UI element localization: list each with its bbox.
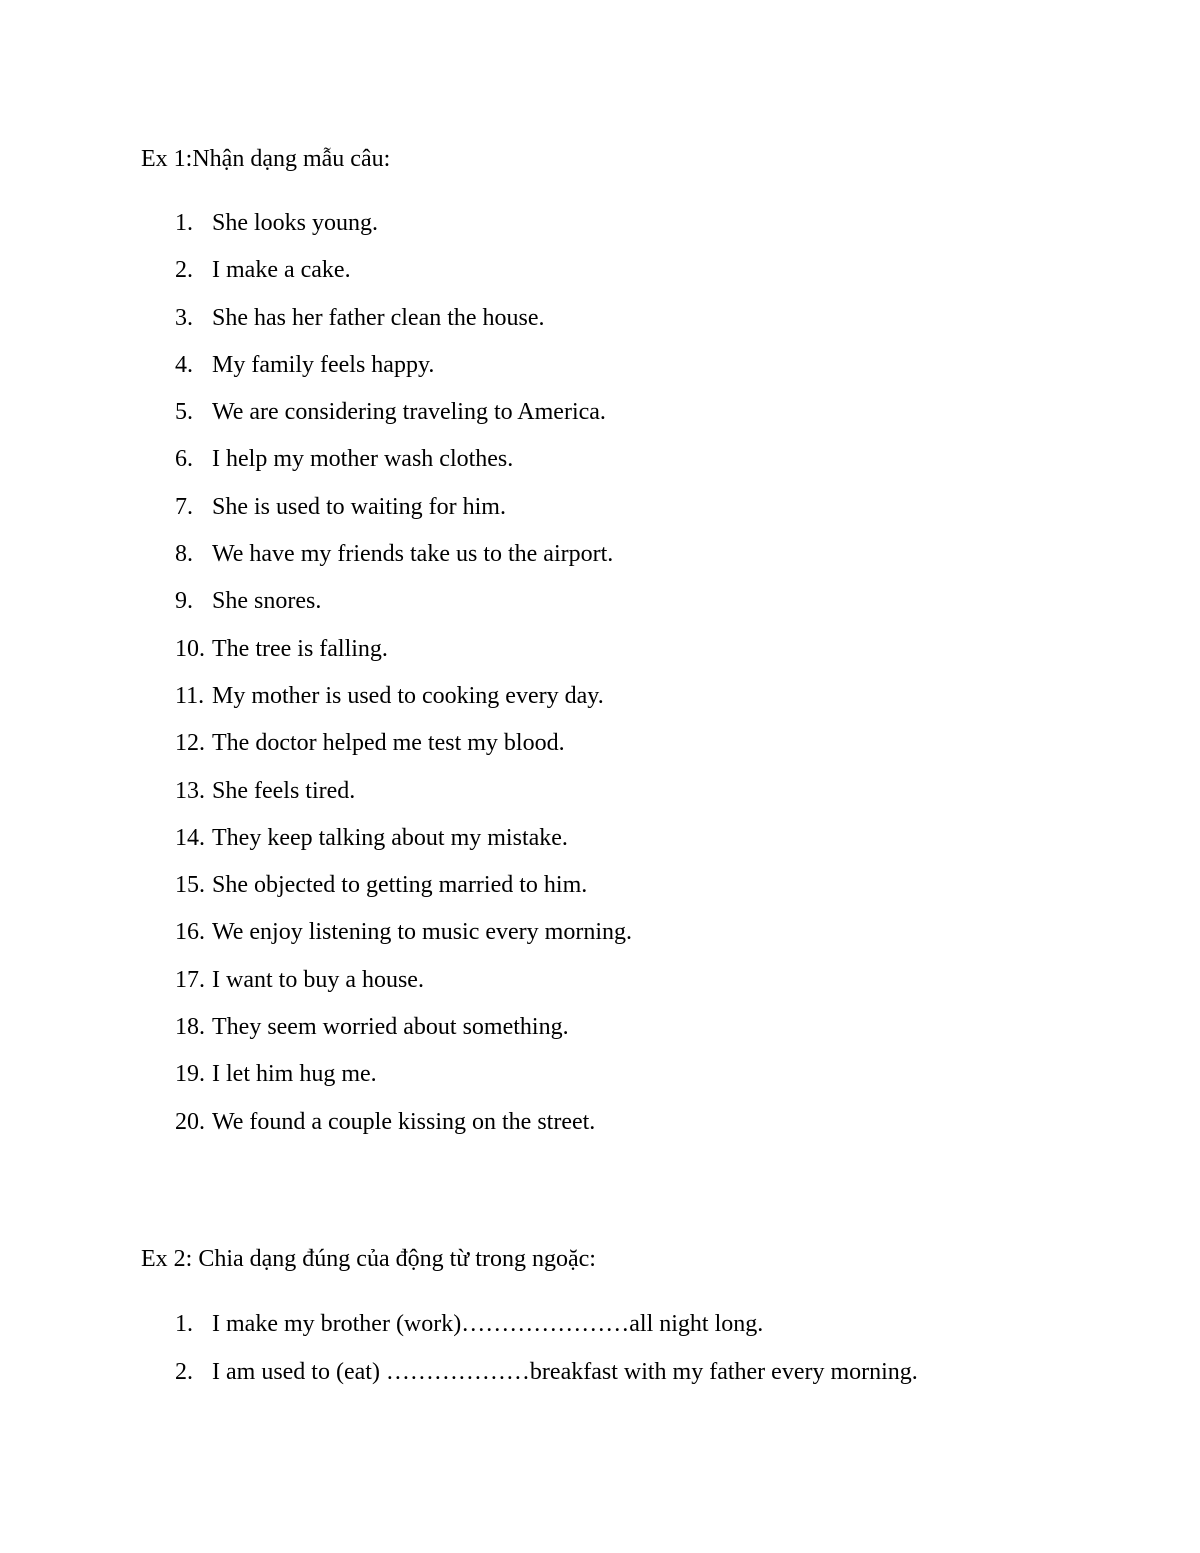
item-number: 12. [175, 730, 205, 757]
item-sentence: I make a cake. [212, 257, 351, 284]
item-sentence: She looks young. [212, 210, 379, 236]
item-sentence: She has her father clean the house. [212, 304, 545, 331]
item-number: 3. [175, 304, 193, 331]
item-sentence: We found a couple kissing on the street. [212, 1108, 596, 1135]
item-number: 11. [175, 682, 205, 709]
item-number: 1. [175, 210, 193, 236]
item-number: 13. [175, 777, 205, 804]
exercise-1-heading: Ex 1:Nhận dạng mẫu câu: [141, 146, 391, 172]
item-sentence: They keep talking about my mistake. [212, 824, 568, 851]
item-number: 16. [175, 919, 205, 946]
item-number: 10. [175, 635, 205, 662]
item-number: 9. [175, 588, 193, 615]
item-sentence: We have my friends take us to the airport. [212, 541, 614, 568]
item-sentence: My family feels happy. [212, 351, 435, 378]
item-number: 5. [175, 399, 193, 426]
item-sentence: I am used to (eat) ………………breakfast with my father every morning. [212, 1359, 918, 1385]
item-sentence: My mother is used to cooking every day. [212, 682, 604, 709]
item-number: 14. [175, 824, 205, 851]
item-sentence: I help my mother wash clothes. [212, 446, 514, 473]
item-number: 4. [175, 351, 193, 378]
item-sentence: She is used to waiting for him. [212, 493, 506, 520]
item-sentence: They seem worried about something. [212, 1014, 569, 1041]
item-sentence: The doctor helped me test my blood. [212, 730, 565, 757]
item-number: 8. [175, 541, 193, 568]
item-number: 18. [175, 1014, 205, 1041]
item-number: 19. [175, 1061, 205, 1088]
item-number: 17. [175, 966, 205, 993]
item-number: 6. [175, 446, 193, 473]
item-sentence: She feels tired. [212, 777, 356, 804]
item-sentence: She objected to getting married to him. [212, 872, 588, 899]
item-sentence: I make my brother (work)…………………all night long. [212, 1311, 764, 1337]
item-sentence: I want to buy a house. [212, 966, 424, 993]
item-number: 2. [175, 257, 193, 284]
item-number: 15. [175, 872, 205, 899]
item-sentence: She snores. [212, 588, 322, 615]
item-sentence: We are considering traveling to America. [212, 399, 606, 426]
item-number: 2. [175, 1359, 193, 1385]
item-number: 1. [175, 1311, 193, 1337]
exercise-2-heading: Ex 2: Chia dạng đúng của động từ trong ngoặc: [141, 1246, 596, 1272]
item-sentence: We enjoy listening to music every morning. [212, 919, 632, 946]
item-sentence: I let him hug me. [212, 1061, 377, 1088]
item-sentence: The tree is falling. [212, 635, 388, 662]
item-number: 20. [175, 1108, 205, 1135]
item-number: 7. [175, 493, 193, 520]
